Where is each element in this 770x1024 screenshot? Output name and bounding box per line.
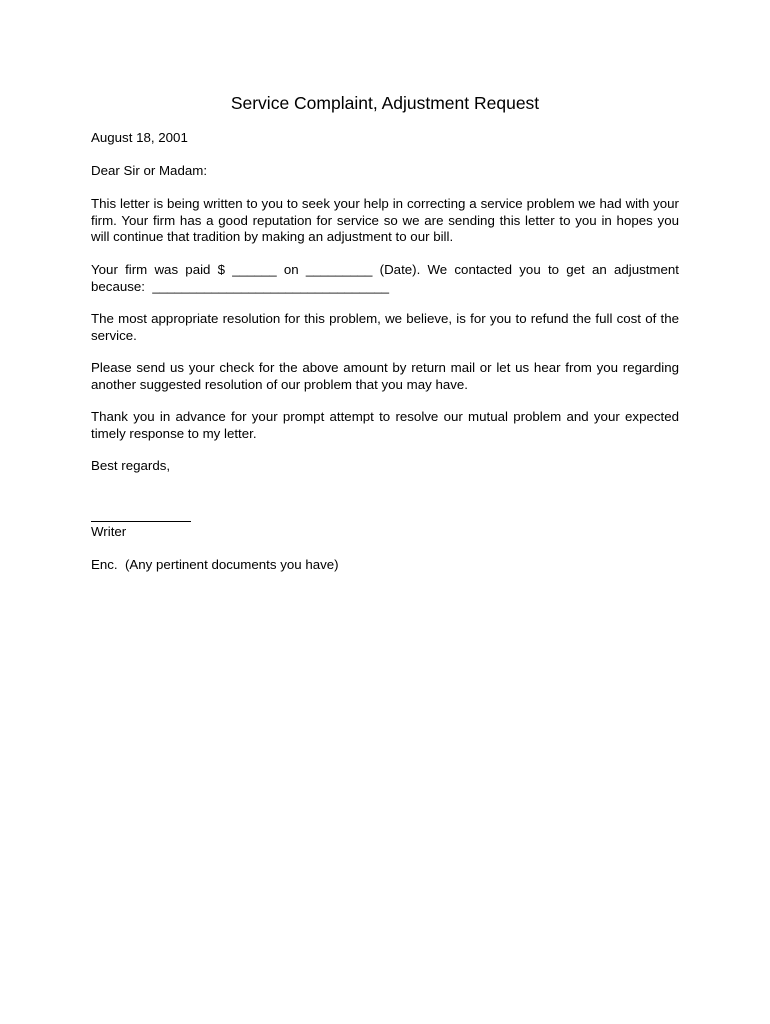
letter-title: Service Complaint, Adjustment Request (230, 93, 540, 113)
signature-line (91, 521, 191, 522)
signature-label: Writer (91, 524, 127, 539)
letter-closing: Best regards, (91, 458, 171, 473)
paragraph-resolution: The most appropriate resolution for this problem, we believe, is for you to refund the full cost of the service. (91, 311, 679, 343)
paragraph-send-check: Please send us your check for the above amount by return mail or let us hear from you regarding another suggested resolution of our problem that you may have. (91, 360, 679, 392)
paragraph-payment-details (91, 262, 679, 295)
payment-details-line-1: Your firm was paid $ ______ on _________ (Date). We contacted you to get an adjustment (91, 262, 679, 277)
enclosure-note: Enc. (Any pertinent documents you have) (91, 557, 339, 572)
paragraph-request-help: This letter is being written to you to seek your help in correcting a service problem we had with your firm. Your firm has a good reputation for service so we are sending this letter to you in hopes you will continue that tradition by making an adjustment to our bill. (91, 196, 679, 244)
payment-details-line-2: because: ________________________________ (91, 278, 389, 294)
letter-greeting: Dear Sir or Madam: (91, 163, 208, 178)
letter-date: August 18, 2001 (91, 130, 188, 145)
paragraph-thank-you: Thank you in advance for your prompt attempt to resolve our mutual problem and your expected timely response to my letter. (91, 409, 679, 441)
